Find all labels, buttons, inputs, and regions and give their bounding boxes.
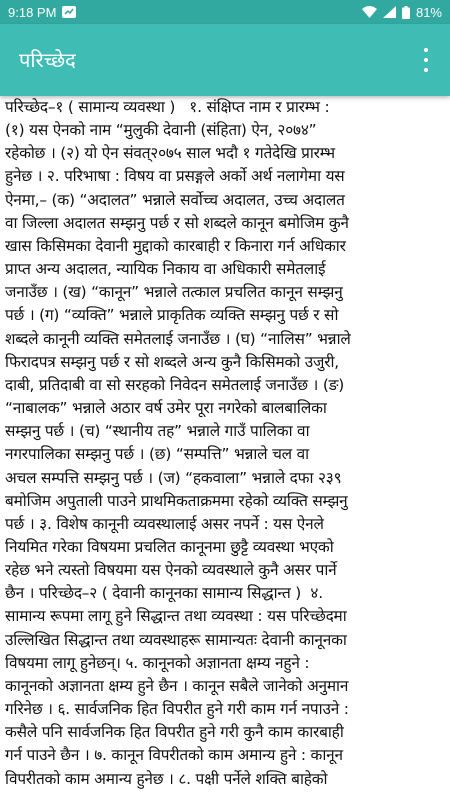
page-title: परिच्छेद: [19, 48, 76, 72]
signal-icon: [383, 6, 396, 18]
wifi-icon: [362, 6, 377, 18]
menu-dot: [424, 68, 428, 72]
menu-dot: [424, 58, 428, 62]
content-area[interactable]: [0, 96, 450, 800]
status-left: [0, 5, 76, 20]
status-bar: [0, 0, 450, 24]
menu-dot: [424, 48, 428, 52]
app-bar: [0, 24, 450, 96]
status-time: 9:18 PM: [8, 4, 57, 20]
status-right: [362, 5, 450, 20]
chapter-text: परिच्छेद–१ ( सामान्य व्यवस्था ) १. संक्षिप्त नाम र प्रारम्भ : (१) यस ऐनको नाम “मुलुकी देवानी (संहिता) ऐन, २०७४” रहेकोछ । (२) यो ऐन संवत्२०७५ साल भदौ १ गतेदेखि प्रारम्भ हुनेछ । २. परिभाषा : विषय वा प्रसङ्गले अर्को अर्थ नलागेमा यस ऐनमा,– (क) “अदालत” भन्नाले सर्वोच्च अदालत, उच्च अदालत वा जिल्ला अदालत सम्झनु पर्छ र सो शब्दले कानून बमोजिम कुनै खास किसिमका देवानी मुद्दाको कारबाही र किनारा गर्न अधिकार प्राप्त अन्य अदालत, न्यायिक निकाय वा अधिकारी समेतलाई जनाउँछ । (ख) “कानून” भन्नाले तत्काल प्रचलित कानून सम्झनु पर्छ । (ग) “व्यक्ति” भन्नाले प्राकृतिक व्यक्ति सम्झनु पर्छ र सो शब्दले कानूनी व्यक्ति समेतलाई जनाउँछ । (घ) “नालिस” भन्नाले फिरादपत्र सम्झनु पर्छ र सो शब्दले अन्य कुनै किसिमको उजुरी, दाबी, प्रतिदाबी वा सो सरहको निवेदन समेतलाई जनाउँछ । (ङ) “नाबालक” भन्नाले अठार वर्ष उमेर पूरा नगरेको बालबालिका सम्झनु पर्छ । (च) “स्थानीय तह” भन्नाले गाउँ पालिका वा नगरपालिका सम्झनु पर्छ । (छ) “सम्पत्ति” भन्नाले चल वा अचल सम्पत्ति सम्झनु पर्छ । (ज) “हकवाला” भन्नाले दफा २३९ बमोजिम अपुताली पाउने प्राथमिकताक्रममा रहेको व्यक्ति सम्झनु पर्छ । ३. विशेष कानूनी व्यवस्थालाई असर नपर्ने : यस ऐनले नियमित गरेका विषयमा प्रचलित कानूनमा छुट्टै व्यवस्था भएको रहेछ भने त्यस्तो विषयमा यस ऐनको व्यवस्थाले कुनै असर पार्ने छैन । परिच्छेद–२ ( देवानी कानूनका सामान्य सिद्धान्त ) ४. सामान्य रूपमा लागू हुने सिद्धान्त तथा व्यवस्था : यस परिच्छेदमा उल्लिखित सिद्धान्त तथा व्यवस्थाहरू सामान्यतः देवानी कानूनका विषयमा लागू हुनेछन्। ५. कानूनको अज्ञानता क्षम्य नहुने : कानूनको अज्ञानता क्षम्य हुने छैन । कानून सबैले जानेको अनुमान गरिनेछ । ६. सार्वजनिक हित विपरीत हुने गरी काम गर्न नपाउने : कसैले पनि सार्वजनिक हित विपरीत हुने गरी कुनै काम कारबाही गर्न पाउने छैन । ७. कानून विपरीतको काम अमान्य हुने : कानून विपरीतको काम अमान्य हुनेछ । ८. पक्षी पर्नेले शक्ति बाहेको: [5, 98, 351, 788]
battery-percent: 81%: [415, 4, 442, 20]
notification-icon: [62, 6, 76, 18]
overflow-menu-icon[interactable]: [416, 48, 436, 72]
battery-icon: [402, 6, 410, 19]
